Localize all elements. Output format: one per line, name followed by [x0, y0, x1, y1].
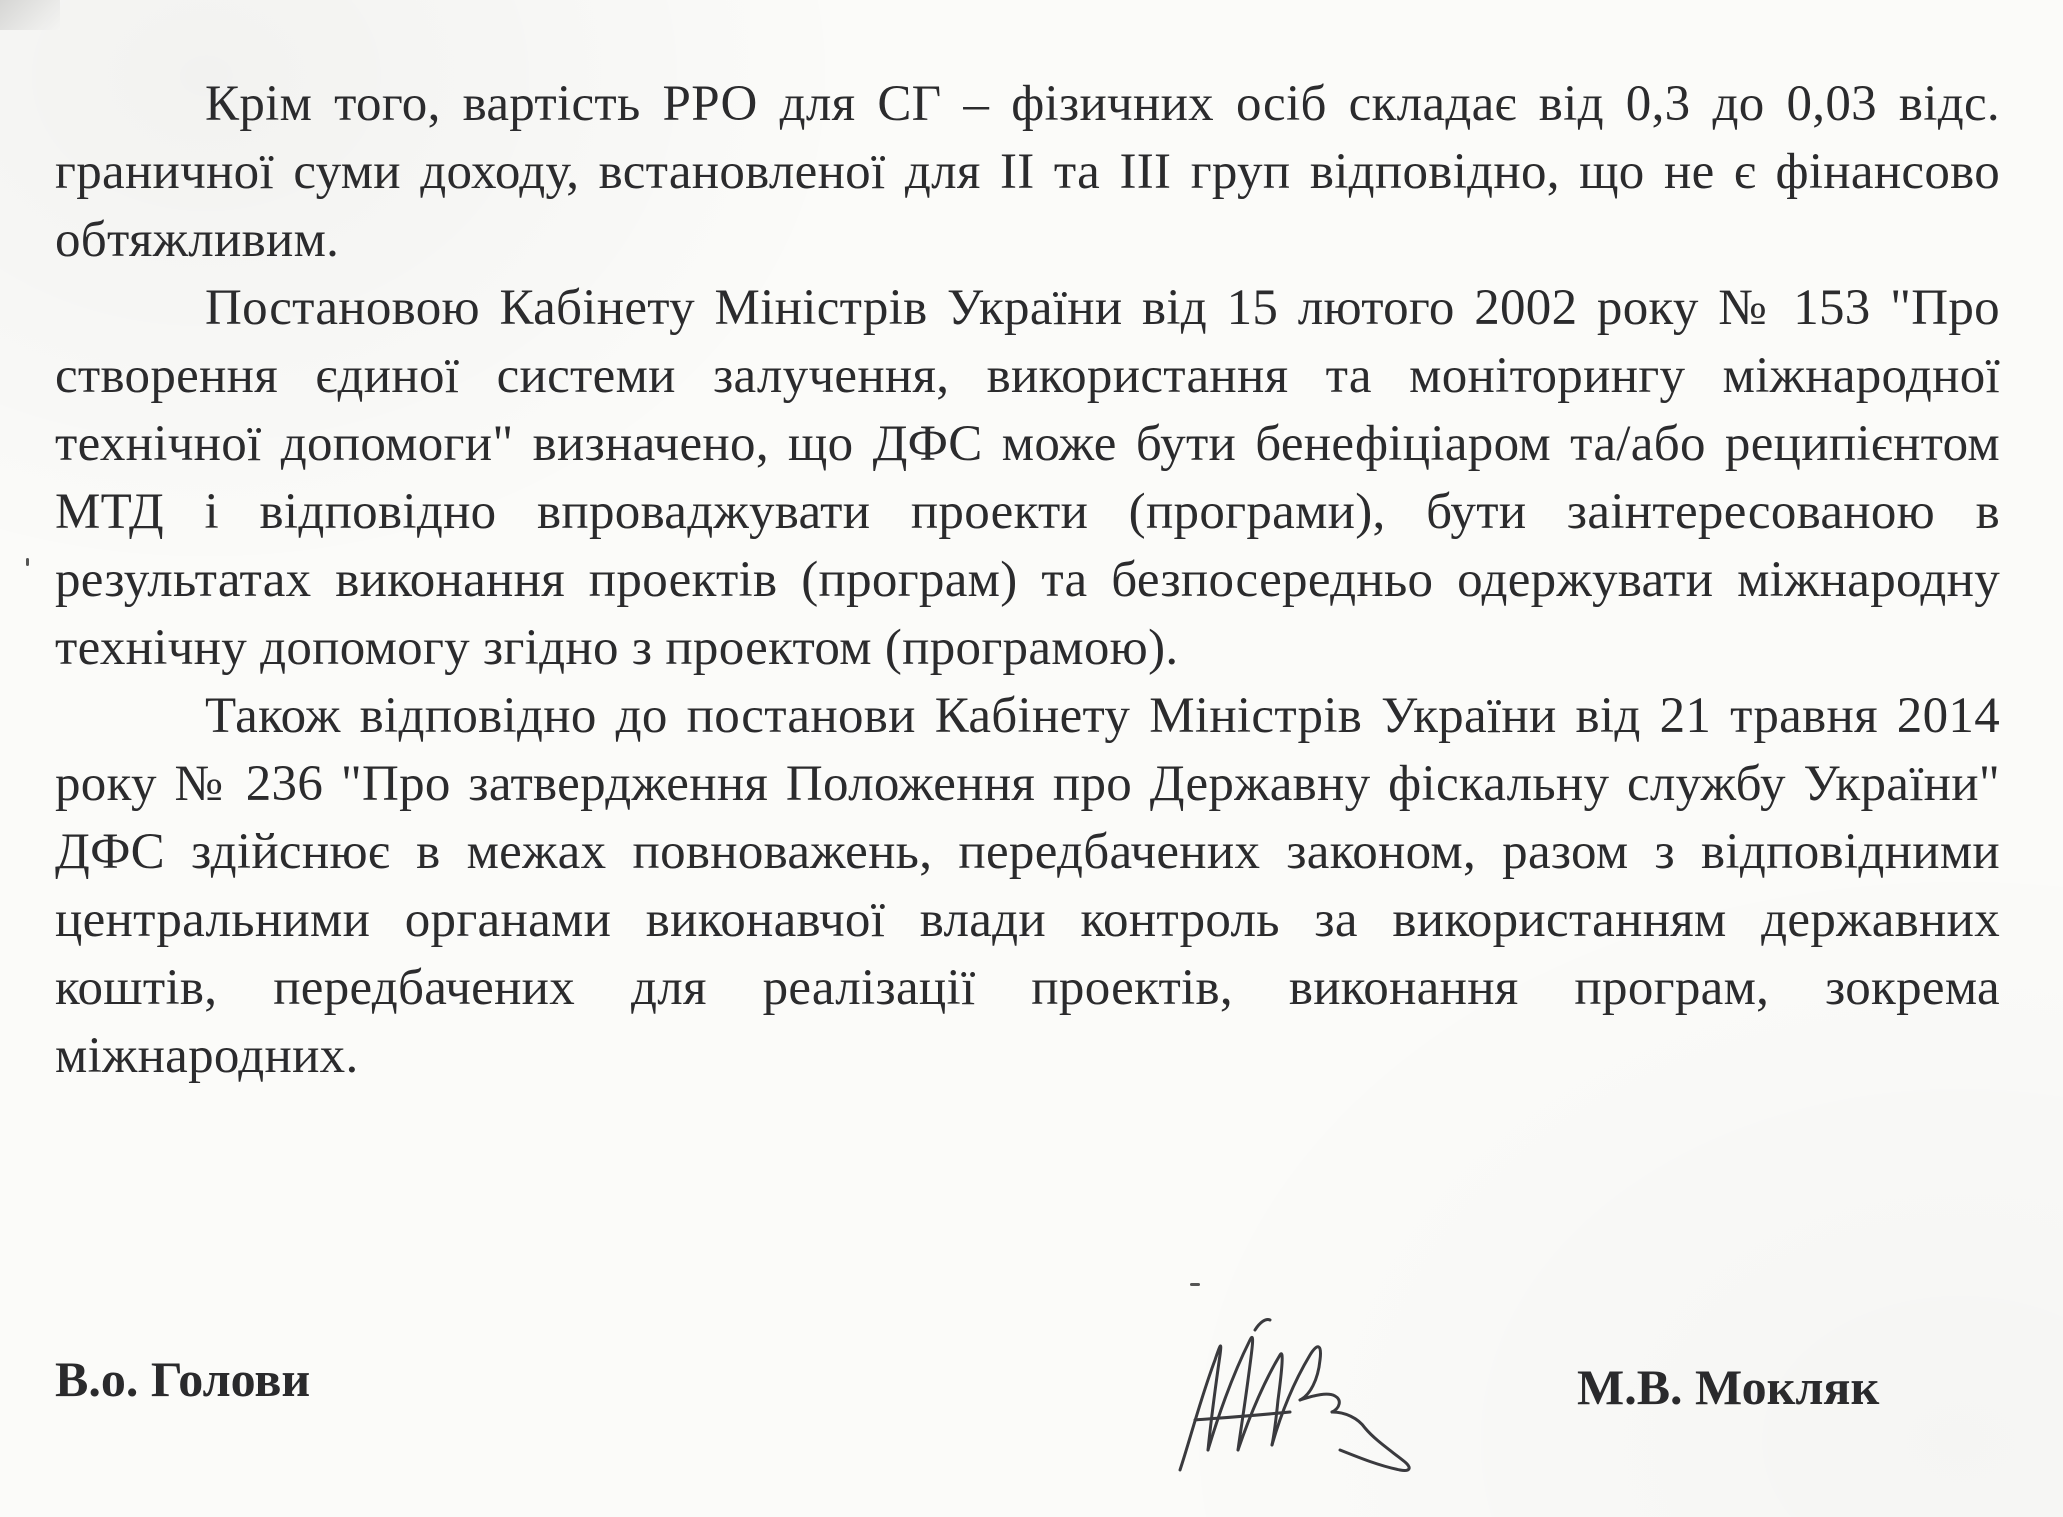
scan-smudge [0, 0, 60, 30]
signatory-name: М.В. Мокляк [1577, 1359, 1880, 1415]
scan-speck [26, 558, 29, 566]
signature-block [55, 1350, 2000, 1430]
letter-body [55, 70, 2000, 1090]
paragraph-resolution-153: Постановою Кабінету Міністрів України від 15 лютого 2002 року № 153 "Про створення єдиної системи залучення, використання та моніторингу міжнародної технічної допомоги" визначено, що ДФС може бути бенефіціаром та/або реципієнтом МТД і відповідно впроваджувати проекти (програми), бути заінтересованою в результатах виконання проектів (програм) та безпосередньо одержувати міжнародну технічну допомогу згідно з проектом (програмою). [55, 280, 2000, 676]
signatory-title: В.о. Голови [55, 1351, 311, 1407]
handwritten-signature [1160, 1300, 1480, 1490]
paragraph-resolution-236: Також відповідно до постанови Кабінету Міністрів України від 21 травня 2014 року № 236 "Про затвердження Положення про Державну фіскальну службу України" ДФС здійснює в межах повноважень, передбачених законом, разом з відповідними центральними органами виконавчої влади контроль за використанням державних коштів, передбачених для реалізації проектів, виконання програм, зокрема міжнародних. [55, 688, 2000, 1084]
paragraph-cost: Крім того, вартість РРО для СГ – фізичних осіб складає від 0,3 до 0,03 відс. граничної суми доходу, встановленої для ІІ та ІІІ груп відповідно, що не є фінансово обтяжливим. [55, 76, 2000, 268]
scan-speck [1190, 1283, 1200, 1286]
